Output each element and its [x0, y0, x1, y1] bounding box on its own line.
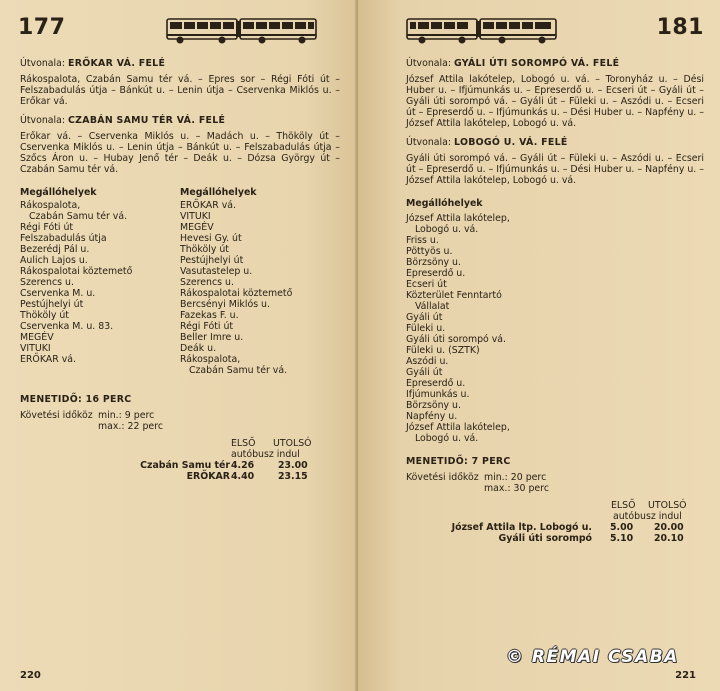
stop-item: ERŐKAR vá. [180, 200, 236, 211]
page-number-left: 220 [20, 670, 41, 681]
stop-item: Vasutastelep u. [180, 266, 253, 277]
stop-item: Thököly út [180, 244, 229, 255]
stop-item: Epreserdő u. [406, 378, 466, 389]
stop-item: Börzsöny u. [406, 257, 461, 268]
stop-item: Fazekas F. u. [180, 310, 239, 321]
stop-item: Régi Fóti út [20, 222, 74, 233]
stop-item: Felszabadulás útja [20, 233, 107, 244]
stop-item: Cservenka M. u. 83. [20, 321, 114, 332]
stop-item: Bezerédj Pál u. [20, 244, 90, 255]
bus-departs-label: autóbusz indul [231, 449, 300, 460]
stop-item: Szerencs u. [180, 277, 234, 288]
stop-item: Szerencs u. [20, 277, 74, 288]
stop-item: Börzsöny u. [406, 400, 461, 411]
stop-item: VITUKI [20, 343, 51, 354]
stop-item: Cservenka M. u. [20, 288, 96, 299]
headway-label: Követési időköz [406, 472, 479, 483]
stop-item: Régi Fóti út [180, 321, 234, 332]
stops-column-b [180, 187, 340, 376]
route-destination: LOBOGÓ U. VÁ. FELÉ [454, 137, 568, 148]
stop-item: Friss u. [406, 235, 439, 246]
headway-max: max.: 22 perc [98, 421, 163, 432]
first-header: ELSŐ [231, 438, 256, 449]
stop-item: ERŐKAR vá. [20, 354, 76, 365]
last-header: UTOLSÓ [648, 500, 687, 511]
stop-item: MEGÉV [20, 332, 54, 343]
route-description-2: Erőkar vá. – Cservenka Miklós u. – Madách u. – Thököly út – Cservenka Miklós u. – Lenin útja – Bánkút u. – Felszabadulás útja – Szőcs Áron u. – Hubay Jenő tér – Deák u. – Dózsa György út – Czabán Samu tér vá. [20, 131, 340, 175]
departure-row [20, 460, 340, 471]
stop-item: Pestújhelyi út [180, 255, 244, 266]
departure-stop-name: József Attila ltp. Lobogó u. [451, 522, 592, 533]
route-label: Útvonala: [20, 115, 68, 126]
departure-row [406, 522, 704, 533]
first-departure-time: 4.26 [231, 460, 255, 471]
stops-title: Megállóhelyek [406, 198, 483, 209]
first-departure-time: 4.40 [231, 471, 255, 482]
stop-item: Lobogó u. vá. [406, 433, 479, 444]
departure-stop-name: Czabán Samu tér [140, 460, 230, 471]
stop-item: Közterület Fenntartó [406, 290, 502, 301]
stop-item: Rákospalotai köztemető [180, 288, 293, 299]
stop-item: Thököly út [20, 310, 69, 321]
departure-row [20, 471, 340, 482]
stop-item: Gyáli út [406, 312, 443, 323]
stop-item: József Attila lakótelep, [406, 213, 510, 224]
travel-time: MENETIDŐ: 16 PERC [20, 394, 132, 405]
departure-header [20, 438, 340, 460]
route-description-1: József Attila lakótelep, Lobogó u. vá. – Toronyház u. – Dési Huber u. – Ifjúmunkás u. – Epreserdő u. – Ecseri út – Gyáli út – Gyáli úti sorompó vá. – Gyáli út – Füleki u. – Aszódi u. – Ecseri út – Epreserdő u. – Ifjúmunkás u. – Dési Huber u. – Napfény u. – József Attila lakótelep, Lobogó u. vá. [406, 74, 704, 129]
articulated-bus-icon [406, 16, 558, 46]
last-departure-time: 20.10 [654, 533, 684, 544]
stop-item: Czabán Samu tér vá. [180, 365, 288, 376]
stop-item: Rákospalota, [20, 200, 81, 211]
first-departure-time: 5.10 [610, 533, 634, 544]
departure-row [406, 533, 704, 544]
headway-min: min.: 9 perc [98, 410, 155, 421]
route-heading-2 [406, 137, 704, 148]
stop-item: Hevesi Gy. út [180, 233, 242, 244]
last-departure-time: 23.00 [278, 460, 308, 471]
route-number-left: 177 [18, 15, 66, 40]
copyright-watermark: © RÉMAI CSABA [506, 647, 679, 667]
headway-max: max.: 30 perc [484, 483, 549, 494]
stop-item: Napfény u. [406, 411, 458, 422]
departure-header [406, 500, 704, 522]
stop-item: Deák u. [180, 343, 217, 354]
stops-column-a [20, 187, 180, 376]
route-label: Útvonala: [406, 58, 454, 69]
last-departure-time: 20.00 [654, 522, 684, 533]
route-label: Útvonala: [406, 137, 454, 148]
stop-item: Lobogó u. vá. [406, 224, 479, 235]
route-heading-2 [20, 115, 340, 126]
stop-item: Czabán Samu tér vá. [20, 211, 128, 222]
stop-item: Vállalat [406, 301, 450, 312]
stops-title: Megállóhelyek [180, 187, 257, 198]
stop-item: Füleki u. (SZTK) [406, 345, 480, 356]
stop-item: VITUKI [180, 211, 211, 222]
page-number-right: 221 [675, 670, 696, 681]
stops-section [20, 187, 340, 376]
stop-item: Rákospalota, [180, 354, 241, 365]
stop-item: Rákospalotai köztemető [20, 266, 133, 277]
route-destination: ERŐKAR VÁ. FELÉ [68, 58, 166, 69]
stop-item: Aulich Lajos u. [20, 255, 88, 266]
headway-label: Követési időköz [20, 410, 93, 421]
stop-item: Pestújhelyi út [20, 299, 84, 310]
first-departure-time: 5.00 [610, 522, 634, 533]
stop-item: Beller Imre u. [180, 332, 244, 343]
stop-item: Epreserdő u. [406, 268, 466, 279]
route-description-2: Gyáli úti sorompó vá. – Gyáli út – Füleki u. – Aszódi u. – Ecseri út – Epreserdő u. – Ifjúmunkás u. – Dési Huber u. – Napfény u. – József Attila lakótelep, Lobogó u. vá. [406, 153, 704, 186]
stop-item: Pöttyös u. [406, 246, 453, 257]
route-heading-1 [20, 58, 340, 69]
stop-item: Aszódi u. [406, 356, 449, 367]
headway-min: min.: 20 perc [484, 472, 547, 483]
route-number-right: 181 [656, 15, 704, 40]
stop-item: Füleki u. [406, 323, 446, 334]
stop-item: MEGÉV [180, 222, 214, 233]
route-heading-1 [406, 58, 704, 69]
departure-stop-name: Gyáli úti sorompó [498, 533, 592, 544]
left-page [0, 0, 358, 691]
headway [406, 472, 704, 494]
stop-item: József Attila lakótelep, [406, 422, 510, 433]
first-header: ELSŐ [611, 500, 636, 511]
route-destination: GYÁLI ÚTI SOROMPÓ VÁ. FELÉ [454, 58, 620, 69]
stop-item: Bercsényi Miklós u. [180, 299, 270, 310]
travel-time: MENETIDŐ: 7 PERC [406, 456, 511, 467]
route-description-1: Rákospalota, Czabán Samu tér vá. – Epres sor – Régi Fóti út – Felszabadulás útja – Bánkút u. – Lenin útja – Cservenka Miklós u. – Erőkar vá. [20, 74, 340, 107]
route-destination: CZABÁN SAMU TÉR VÁ. FELÉ [68, 115, 226, 126]
right-page [358, 0, 720, 691]
stops-title: Megállóhelyek [20, 187, 97, 198]
departure-stop-name: ERŐKAR [186, 471, 230, 482]
stop-item: Gyáli úti sorompó vá. [406, 334, 507, 345]
last-departure-time: 23.15 [278, 471, 308, 482]
bus-departs-label: autóbusz indul [613, 511, 682, 522]
route-label: Útvonala: [20, 58, 68, 69]
last-header: UTOLSÓ [273, 438, 312, 449]
stops-section [406, 198, 704, 444]
stop-item: Ecseri út [406, 279, 447, 290]
stop-item: Gyáli út [406, 367, 443, 378]
articulated-bus-icon [166, 16, 318, 46]
stop-item: Ifjúmunkás u. [406, 389, 470, 400]
headway [20, 410, 340, 432]
